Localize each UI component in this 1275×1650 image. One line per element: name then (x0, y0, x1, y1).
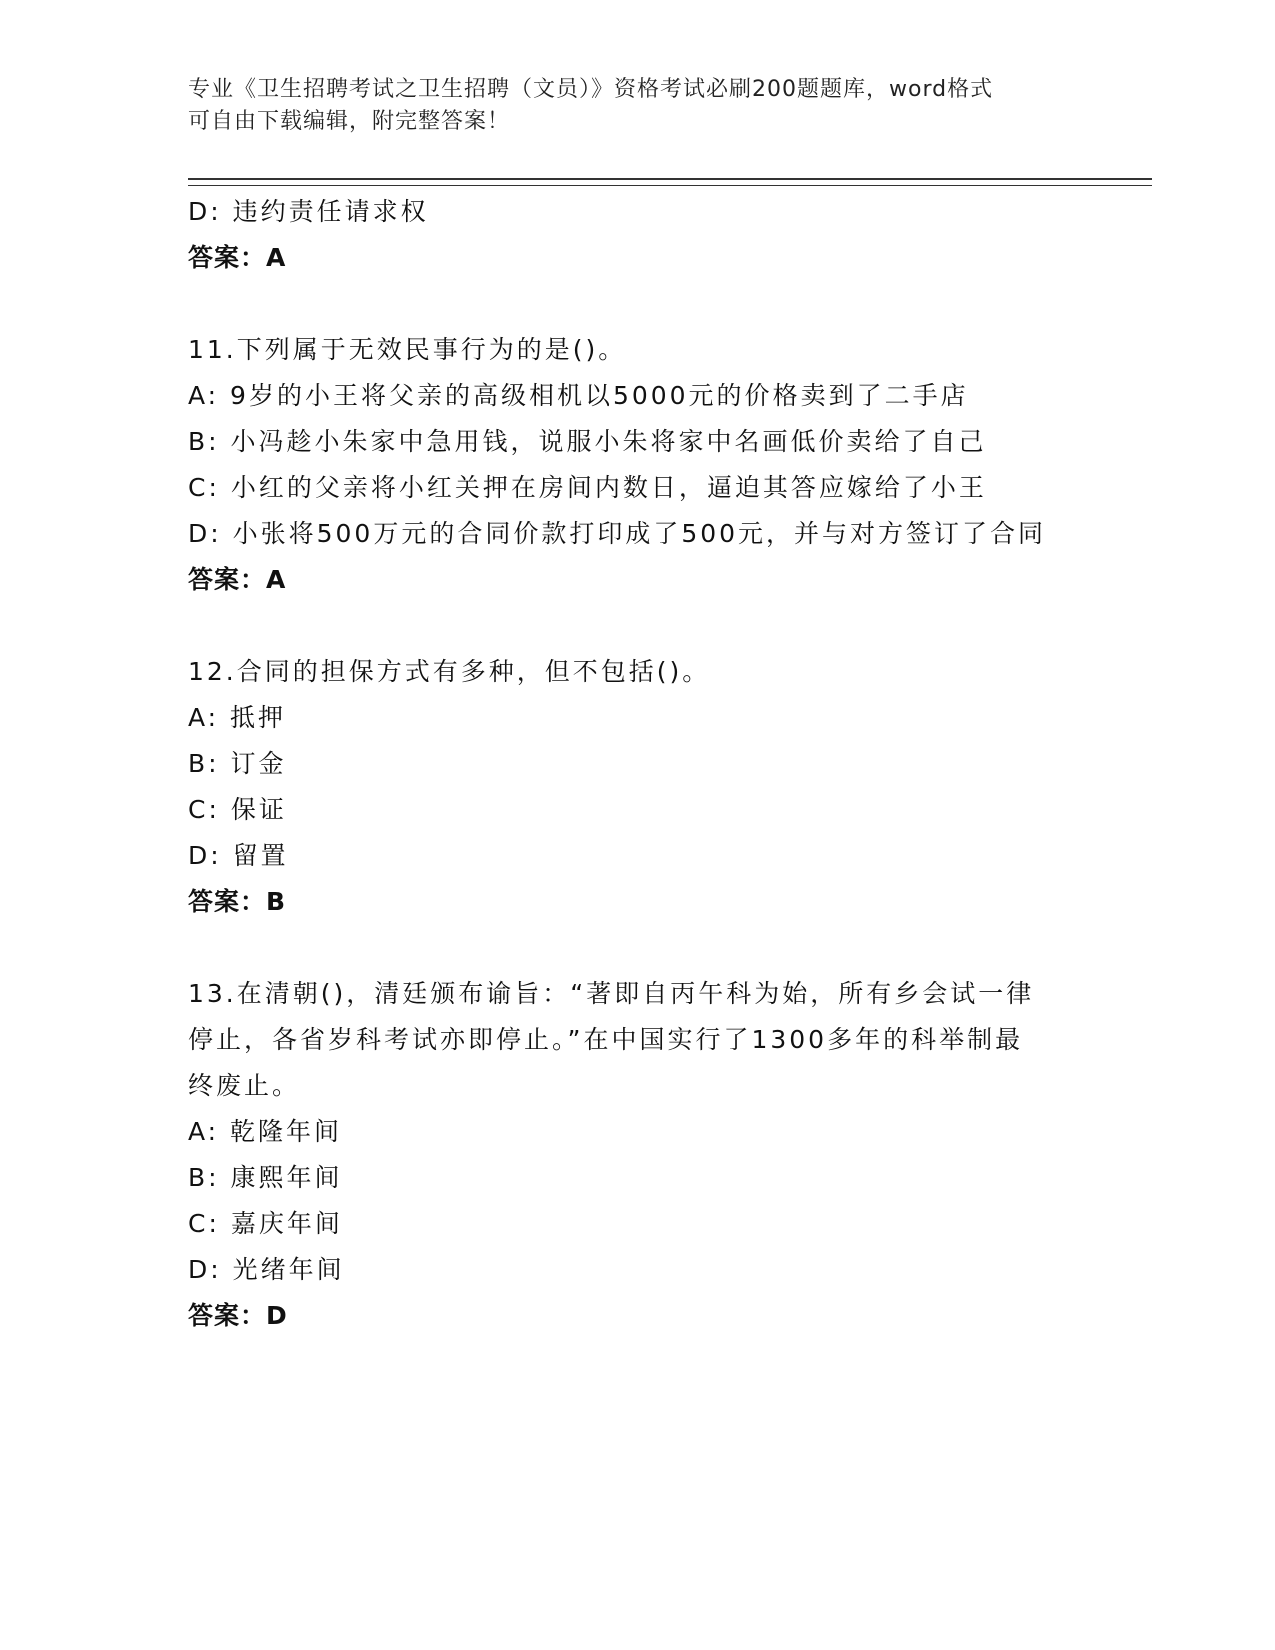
answer: 答案：D (188, 1301, 288, 1330)
option-a: A: 乾隆年间 (188, 1117, 343, 1146)
page-header (188, 74, 1068, 138)
question-stem-line-3: 终废止。 (188, 1071, 301, 1100)
answer-prev: 答案：A (188, 243, 287, 272)
option-a: A: 9岁的小王将父亲的高级相机以5000元的价格卖到了二手店 (188, 381, 969, 410)
answer: 答案：B (188, 887, 287, 916)
option-b: B: 订金 (188, 749, 287, 778)
header-line-1: 专业《卫生招聘考试之卫生招聘（文员）》资格考试必刷200题题库，word格式 (188, 77, 994, 102)
header-line-2: 可自由下载编辑，附完整答案！ (188, 109, 511, 134)
option-a: A: 抵押 (188, 703, 287, 732)
option-c: C: 保证 (188, 795, 287, 824)
question-content (188, 189, 1088, 1339)
question-12 (188, 649, 1088, 925)
question-stem: 12.合同的担保方式有多种，但不包括()。 (188, 657, 711, 686)
header-divider (188, 178, 1152, 186)
option-b: B: 康熙年间 (188, 1163, 343, 1192)
question-stem: 11.下列属于无效民事行为的是()。 (188, 335, 627, 364)
option-d-prev: D: 违约责任请求权 (188, 197, 429, 226)
question-13 (188, 971, 1088, 1339)
question-stem-line-1: 13.在清朝()，清廷颁布谕旨：“著即自丙午科为始，所有乡会试一律 (188, 979, 1035, 1008)
option-c: C: 嘉庆年间 (188, 1209, 343, 1238)
option-b: B: 小冯趁小朱家中急用钱，说服小朱将家中名画低价卖给了自己 (188, 427, 987, 456)
answer: 答案：A (188, 565, 287, 594)
option-d: D: 小张将500万元的合同价款打印成了500元，并与对方签订了合同 (188, 519, 1047, 548)
spacer (188, 603, 1088, 649)
spacer (188, 281, 1088, 327)
spacer (188, 925, 1088, 971)
option-d: D: 光绪年间 (188, 1255, 345, 1284)
question-stem-line-2: 停止，各省岁科考试亦即停止。”在中国实行了1300多年的科举制最 (188, 1025, 1024, 1054)
question-11 (188, 327, 1088, 603)
option-c: C: 小红的父亲将小红关押在房间内数日，逼迫其答应嫁给了小王 (188, 473, 987, 502)
option-d: D: 留置 (188, 841, 289, 870)
